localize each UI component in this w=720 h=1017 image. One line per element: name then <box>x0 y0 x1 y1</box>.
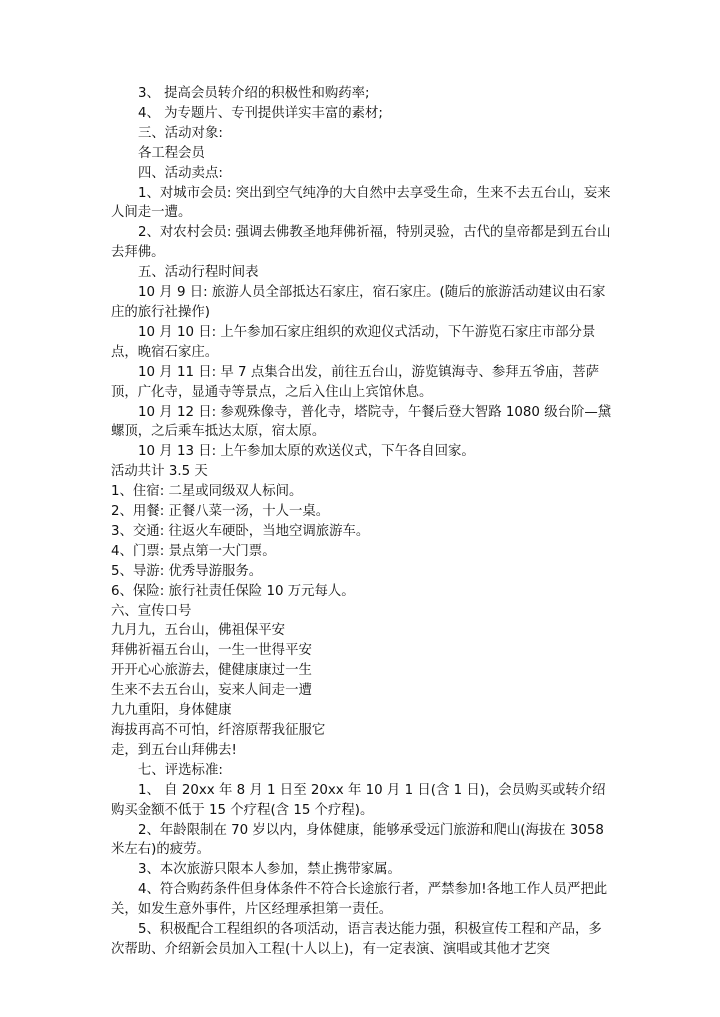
slogan-6: 海拔再高不可怕，纤溶原帮我征服它 <box>111 723 326 738</box>
heading-itinerary: 五、活动行程时间表 <box>138 265 259 281</box>
itinerary-oct-10: 10 月 10 日: 上午参加石家庄组织的欢迎仪式活动，下午游览石家庄市部分景点，晚宿石家庄。 <box>111 324 596 360</box>
paragraph-goal-3: 3、 提高会员转介绍的积极性和购药率; <box>138 86 370 101</box>
heading-activity-target: 三、活动对象: <box>138 125 223 141</box>
criteria-1: 1、 自 20xx 年 8 月 1 日至 20xx 年 10 月 1 日(含 1 日)，会员购买或转介绍购买金额不低于 15 个疗程(含 15 个疗程)。 <box>111 782 606 818</box>
service-meals: 2、用餐: 正餐八菜一汤，十人一桌。 <box>111 504 330 520</box>
paragraph-goal-4: 4、 为专题片、专刊提供详实丰富的素材; <box>138 105 383 121</box>
criteria-4: 4、符合购药条件但身体条件不符合长途旅行者，严禁参加!各地工作人员严把此关，如发生意外事件，片区经理承担第一责任。 <box>111 882 608 918</box>
itinerary-oct-11: 10 月 11 日: 早 7 点集合出发，前往五台山，游览镇海寺、参拜五爷庙，菩萨顶，广化寺，显通寺等景点，之后入住山上宾馆休息。 <box>111 364 599 400</box>
heading-slogans: 六、宣传口号 <box>111 603 192 619</box>
criteria-3: 3、本次旅游只限本人参加，禁止携带家属。 <box>138 862 401 878</box>
slogan-7: 走，到五台山拜佛去! <box>111 742 237 758</box>
service-accommodation: 1、住宿: 二星或同级双人标间。 <box>111 484 303 500</box>
slogan-4: 生来不去五台山，妄来人间走一遭 <box>111 683 312 699</box>
criteria-2: 2、年龄限制在 70 岁以内，身体健康，能够承受远门旅游和爬山(海拔在 3058 米左右)的疲劳。 <box>111 822 604 858</box>
service-insurance: 6、保险: 旅行社责任保险 10 万元每人。 <box>111 583 355 599</box>
paragraph-rural-members: 2、对农村会员: 强调去佛教圣地拜佛祈福，特别灵验，古代的皇帝都是到五台山去拜佛。 <box>111 225 611 261</box>
slogan-3: 开开心心旅游去，健健康康过一生 <box>111 663 312 679</box>
slogan-5: 九九重阳，身体健康 <box>111 703 232 719</box>
itinerary-oct-9: 10 月 9 日: 旅游人员全部抵达石家庄，宿石家庄。(随后的旅游活动建议由石家庄的旅行社操作) <box>111 285 606 320</box>
paragraph-city-members: 1、对城市会员: 突出到空气纯净的大自然中去享受生命，生来不去五台山，妄来人间走一遭。 <box>111 185 611 221</box>
document-body <box>111 84 613 960</box>
service-transport: 3、交通: 往返火车硬卧，当地空调旅游车。 <box>111 523 370 539</box>
service-guide: 5、导游: 优秀导游服务。 <box>111 563 263 579</box>
slogan-1: 九月九，五台山，佛祖保平安 <box>111 623 286 639</box>
itinerary-oct-12: 10 月 12 日: 参观殊像寺，普化寺，塔院寺，午餐后登大智路 1080 级台阶—黛螺顶，之后乘车抵达太原，宿太原。 <box>111 404 612 440</box>
slogan-2: 拜佛祈福五台山，一生一世得平安 <box>111 643 312 659</box>
heading-selling-points: 四、活动卖点: <box>138 165 223 181</box>
itinerary-oct-13: 10 月 13 日: 上午参加太原的欢送仪式，下午各自回家。 <box>138 444 475 460</box>
paragraph-target-members: 各工程会员 <box>138 145 205 161</box>
service-tickets: 4、门票: 景点第一大门票。 <box>111 543 276 559</box>
criteria-5: 5、积极配合工程组织的各项活动，语言表达能力强，积极宣传工程和产品，多次帮助、介绍新会员加入工程(十人以上)，有一定表演、演唱或其他才艺突 <box>111 922 602 957</box>
activity-duration: 活动共计 3.5 天 <box>111 464 208 480</box>
heading-selection-criteria: 七、评选标准: <box>138 762 223 778</box>
